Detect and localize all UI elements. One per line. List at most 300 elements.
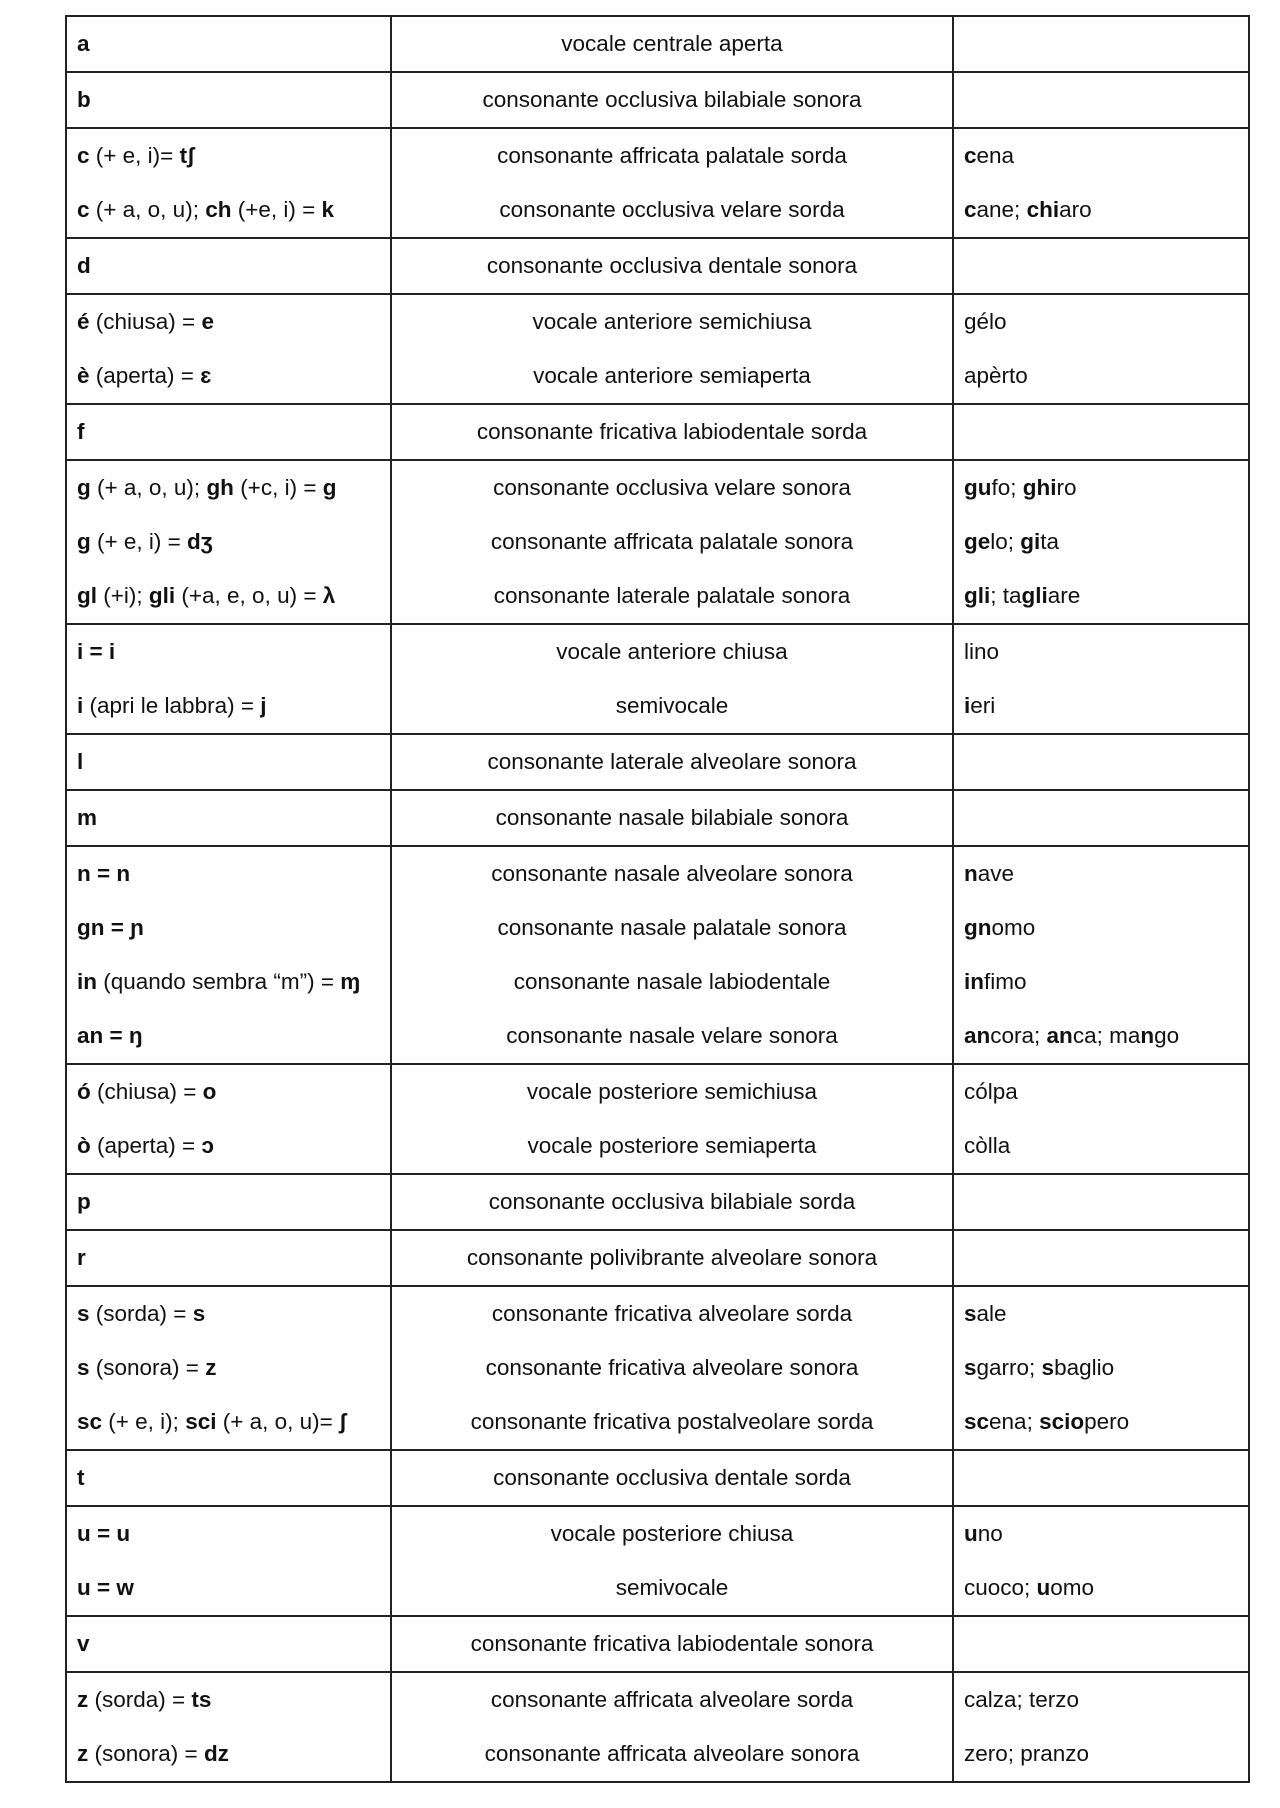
example-cell: [953, 1174, 1249, 1230]
symbol-segment: u = w: [77, 1575, 134, 1600]
symbol-segment: ɛ: [200, 363, 212, 388]
example-cell: [953, 846, 1249, 1064]
symbol-text: [67, 1341, 390, 1395]
table-row: [66, 846, 1249, 1064]
example-segment: eri: [970, 693, 996, 718]
symbol-text: [67, 73, 390, 127]
symbol-text: [67, 1065, 390, 1119]
symbol-text: [67, 901, 390, 955]
symbol-segment: ɔ: [201, 1133, 214, 1158]
symbol-segment: s: [77, 1355, 90, 1380]
description-cell: [391, 72, 953, 128]
symbol-segment: tʃ: [179, 143, 195, 168]
example-segment: ; ta: [990, 583, 1022, 608]
symbol-segment: (sorda) =: [88, 1687, 192, 1712]
symbol-segment: n = n: [77, 861, 131, 886]
description-text: consonante nasale velare sonora: [506, 1023, 838, 1048]
example-cell: [953, 404, 1249, 460]
symbol-cell: [66, 404, 391, 460]
symbol-segment: ò: [77, 1133, 91, 1158]
symbol-segment: g: [322, 475, 337, 500]
example-cell: [953, 734, 1249, 790]
description-cell: [391, 1506, 953, 1616]
description-cell: [391, 1286, 953, 1450]
symbol-text: [67, 1175, 390, 1229]
symbol-cell: [66, 460, 391, 624]
example-cell: [953, 128, 1249, 238]
description-text: consonante polivibrante alveolare sonora: [466, 1245, 878, 1270]
symbol-segment: (+e, i) =: [231, 197, 322, 222]
symbol-cell: [66, 1174, 391, 1230]
example-text: [954, 1231, 1248, 1285]
description-text: consonante fricativa alveolare sonora: [485, 1355, 859, 1380]
example-text: [954, 1065, 1248, 1119]
description-cell: [391, 16, 953, 72]
symbol-segment: (+ e, i) =: [90, 529, 188, 554]
symbol-segment: ts: [191, 1687, 212, 1712]
example-text: [954, 1119, 1248, 1173]
example-segment: an: [964, 1023, 991, 1048]
phonetic-table: [65, 15, 1250, 1783]
example-text: [954, 847, 1248, 901]
example-text: [954, 791, 1248, 845]
example-text: [954, 1561, 1248, 1615]
example-segment: ena: [976, 143, 1015, 168]
symbol-text: [67, 1507, 390, 1561]
symbol-text: [67, 129, 390, 183]
description-cell: [391, 624, 953, 734]
description-text: consonante affricata palatale sorda: [497, 143, 847, 168]
symbol-text: [67, 515, 390, 569]
symbol-segment: d: [77, 253, 91, 278]
symbol-cell: [66, 624, 391, 734]
example-segment: gélo: [964, 309, 1007, 334]
symbol-text: [67, 1673, 390, 1727]
symbol-segment: ó: [77, 1079, 91, 1104]
description-cell: [391, 1064, 953, 1174]
table-row: [66, 790, 1249, 846]
symbol-segment: (quando sembra “m”) =: [97, 969, 341, 994]
example-text: [954, 1617, 1248, 1671]
example-segment: fimo: [984, 969, 1027, 994]
description-text: consonante occlusiva bilabiale sonora: [482, 87, 862, 112]
description-text: consonante nasale bilabiale sonora: [495, 805, 849, 830]
description-cell: [391, 790, 953, 846]
description-cell: [391, 128, 953, 238]
example-text: [954, 625, 1248, 679]
symbol-cell: [66, 238, 391, 294]
symbol-text: [67, 791, 390, 845]
symbol-segment: (sonora) =: [89, 1355, 206, 1380]
symbol-segment: dz: [203, 1741, 229, 1766]
description-cell: [391, 734, 953, 790]
example-text: [954, 461, 1248, 515]
symbol-segment: i = i: [77, 639, 116, 664]
symbol-text: [67, 295, 390, 349]
example-segment: s: [964, 1355, 977, 1380]
example-text: [954, 1451, 1248, 1505]
description-text: consonante fricativa alveolare sorda: [491, 1301, 853, 1326]
example-segment: scio: [1039, 1409, 1085, 1434]
symbol-segment: s: [192, 1301, 206, 1326]
symbol-segment: ʃ: [339, 1409, 347, 1434]
symbol-segment: (+c, i) =: [233, 475, 323, 500]
example-segment: zero; pranzo: [964, 1741, 1090, 1766]
example-cell: [953, 1672, 1249, 1782]
example-segment: lo;: [990, 529, 1021, 554]
table-row: [66, 1616, 1249, 1672]
example-text: [954, 1341, 1248, 1395]
table-row: [66, 1672, 1249, 1782]
example-segment: chi: [1026, 197, 1060, 222]
example-segment: in: [964, 969, 984, 994]
description-text: consonante nasale palatale sonora: [497, 915, 847, 940]
symbol-text: [67, 847, 390, 901]
example-segment: ale: [976, 1301, 1007, 1326]
example-segment: pero: [1084, 1409, 1130, 1434]
example-text: [954, 349, 1248, 403]
description-text: vocale centrale aperta: [561, 31, 783, 56]
example-text: [954, 1395, 1248, 1449]
symbol-text: [67, 1119, 390, 1173]
example-segment: sc: [964, 1409, 990, 1434]
symbol-segment: j: [260, 693, 267, 718]
symbol-segment: (aperta) =: [89, 363, 201, 388]
example-text: [954, 183, 1248, 237]
example-segment: gn: [964, 915, 992, 940]
example-segment: s: [1041, 1355, 1055, 1380]
description-text: consonante fricativa postalveolare sorda: [470, 1409, 874, 1434]
example-segment: ta: [1040, 529, 1060, 554]
example-text: [954, 405, 1248, 459]
symbol-segment: u = u: [77, 1521, 131, 1546]
table-row: [66, 1174, 1249, 1230]
symbol-segment: gh: [206, 475, 234, 500]
table-row: [66, 404, 1249, 460]
example-segment: are: [1047, 583, 1081, 608]
table-row: [66, 294, 1249, 404]
symbol-segment: f: [77, 419, 85, 444]
example-segment: n: [1140, 1023, 1155, 1048]
symbol-segment: i: [77, 693, 84, 718]
example-text: [954, 901, 1248, 955]
symbol-cell: [66, 790, 391, 846]
example-segment: ge: [964, 529, 991, 554]
example-text: [954, 955, 1248, 1009]
example-cell: [953, 460, 1249, 624]
symbol-cell: [66, 1672, 391, 1782]
symbol-segment: é: [77, 309, 90, 334]
symbol-segment: v: [77, 1631, 90, 1656]
symbol-text: [67, 625, 390, 679]
description-text: consonante occlusiva velare sorda: [499, 197, 845, 222]
example-segment: aro: [1059, 197, 1092, 222]
example-text: [954, 1673, 1248, 1727]
symbol-text: [67, 1009, 390, 1063]
description-text: consonante nasale labiodentale: [513, 969, 831, 994]
symbol-cell: [66, 294, 391, 404]
symbol-segment: p: [77, 1189, 91, 1214]
description-cell: [391, 1174, 953, 1230]
example-cell: [953, 294, 1249, 404]
example-segment: lino: [964, 639, 1000, 664]
example-segment: apèrto: [964, 363, 1028, 388]
description-text: consonante affricata palatale sonora: [490, 529, 854, 554]
symbol-segment: a: [77, 31, 90, 56]
table-row: [66, 1064, 1249, 1174]
description-cell: [391, 1616, 953, 1672]
example-cell: [953, 790, 1249, 846]
symbol-text: [67, 349, 390, 403]
symbol-cell: [66, 1616, 391, 1672]
symbol-segment: è: [77, 363, 90, 388]
example-text: [954, 17, 1248, 71]
example-segment: go: [1154, 1023, 1180, 1048]
description-text: vocale anteriore semichiusa: [532, 309, 812, 334]
table-row: [66, 128, 1249, 238]
symbol-text: [67, 955, 390, 1009]
symbol-segment: gli: [148, 583, 176, 608]
example-segment: u: [1036, 1575, 1051, 1600]
symbol-text: [67, 405, 390, 459]
description-text: consonante fricativa labiodentale sorda: [476, 419, 868, 444]
description-text: vocale posteriore semichiusa: [526, 1079, 818, 1104]
symbol-segment: z: [77, 1741, 89, 1766]
symbol-segment: (aperta) =: [90, 1133, 202, 1158]
symbol-text: [67, 461, 390, 515]
example-text: [954, 735, 1248, 789]
description-text: consonante fricativa labiodentale sonora: [470, 1631, 874, 1656]
example-cell: [953, 1064, 1249, 1174]
symbol-text: [67, 735, 390, 789]
example-segment: fo;: [991, 475, 1023, 500]
example-segment: ca; ma: [1072, 1023, 1141, 1048]
description-text: consonante affricata alveolare sonora: [484, 1741, 860, 1766]
symbol-segment: z: [77, 1687, 89, 1712]
symbol-segment: (apri le labbra) =: [83, 693, 261, 718]
description-text: vocale anteriore semiaperta: [533, 363, 811, 388]
symbol-segment: ɱ: [340, 969, 361, 994]
example-cell: [953, 1286, 1249, 1450]
description-text: consonante occlusiva dentale sonora: [486, 253, 858, 278]
symbol-text: [67, 1231, 390, 1285]
table-row: [66, 1506, 1249, 1616]
example-text: [954, 1009, 1248, 1063]
example-text: [954, 679, 1248, 733]
symbol-text: [67, 569, 390, 623]
example-segment: cólpa: [964, 1079, 1018, 1104]
example-segment: ena;: [989, 1409, 1040, 1434]
description-text: consonante occlusiva bilabiale sorda: [488, 1189, 856, 1214]
symbol-segment: c: [77, 143, 90, 168]
symbol-segment: z: [205, 1355, 217, 1380]
example-segment: i: [964, 693, 971, 718]
symbol-cell: [66, 846, 391, 1064]
description-cell: [391, 1672, 953, 1782]
example-segment: no: [977, 1521, 1003, 1546]
example-text: [954, 295, 1248, 349]
example-text: [954, 569, 1248, 623]
description-text: vocale anteriore chiusa: [556, 639, 788, 664]
description-cell: [391, 460, 953, 624]
symbol-cell: [66, 128, 391, 238]
description-cell: [391, 846, 953, 1064]
symbol-text: [67, 239, 390, 293]
symbol-text: [67, 1561, 390, 1615]
example-segment: ro: [1056, 475, 1077, 500]
symbol-segment: dʒ: [187, 529, 213, 554]
example-segment: c: [964, 197, 977, 222]
example-segment: an: [1046, 1023, 1073, 1048]
symbol-text: [67, 1617, 390, 1671]
symbol-segment: (chiusa) =: [89, 309, 202, 334]
table-row: [66, 460, 1249, 624]
symbol-text: [67, 1395, 390, 1449]
example-cell: [953, 624, 1249, 734]
symbol-cell: [66, 72, 391, 128]
example-cell: [953, 1506, 1249, 1616]
description-text: consonante laterale alveolare sonora: [487, 749, 857, 774]
description-text: vocale posteriore chiusa: [550, 1521, 794, 1546]
symbol-text: [67, 17, 390, 71]
description-text: consonante affricata alveolare sorda: [490, 1687, 854, 1712]
table-row: [66, 1230, 1249, 1286]
description-text: semivocale: [615, 1575, 729, 1600]
example-segment: omo: [991, 915, 1036, 940]
table-row: [66, 1286, 1249, 1450]
symbol-text: [67, 183, 390, 237]
symbol-segment: r: [77, 1245, 86, 1270]
table-row: [66, 72, 1249, 128]
phonetic-table-body: [66, 16, 1249, 1782]
symbol-cell: [66, 1230, 391, 1286]
example-segment: baglio: [1054, 1355, 1115, 1380]
table-row: [66, 1450, 1249, 1506]
description-text: consonante occlusiva velare sonora: [493, 475, 851, 500]
example-cell: [953, 1230, 1249, 1286]
symbol-segment: (sorda) =: [89, 1301, 193, 1326]
example-segment: gu: [964, 475, 992, 500]
symbol-cell: [66, 1064, 391, 1174]
example-cell: [953, 238, 1249, 294]
symbol-cell: [66, 734, 391, 790]
description-cell: [391, 404, 953, 460]
example-cell: [953, 16, 1249, 72]
example-text: [954, 129, 1248, 183]
example-text: [954, 239, 1248, 293]
symbol-segment: gl: [77, 583, 97, 608]
example-segment: cora;: [990, 1023, 1047, 1048]
example-segment: còlla: [964, 1133, 1011, 1158]
example-segment: s: [964, 1301, 977, 1326]
table-row: [66, 16, 1249, 72]
example-segment: u: [964, 1521, 978, 1546]
symbol-segment: (+ e, i)=: [89, 143, 180, 168]
symbol-segment: l: [77, 749, 84, 774]
symbol-text: [67, 1451, 390, 1505]
symbol-segment: c: [77, 197, 90, 222]
example-segment: cuoco;: [964, 1575, 1037, 1600]
example-segment: omo: [1050, 1575, 1095, 1600]
symbol-segment: λ: [322, 583, 336, 608]
example-segment: n: [964, 861, 978, 886]
description-text: consonante nasale alveolare sonora: [491, 861, 853, 886]
example-text: [954, 515, 1248, 569]
example-cell: [953, 1616, 1249, 1672]
symbol-segment: (+ a, o, u)=: [216, 1409, 340, 1434]
symbol-cell: [66, 1450, 391, 1506]
description-text: vocale posteriore semiaperta: [527, 1133, 817, 1158]
symbol-segment: gn = ɲ: [77, 915, 144, 940]
symbol-text: [67, 1727, 390, 1781]
symbol-segment: (+i);: [97, 583, 149, 608]
symbol-segment: m: [77, 805, 98, 830]
symbol-segment: (+ e, i);: [102, 1409, 186, 1434]
description-cell: [391, 1230, 953, 1286]
description-cell: [391, 238, 953, 294]
symbol-segment: b: [77, 87, 91, 112]
table-row: [66, 624, 1249, 734]
symbol-segment: (sonora) =: [88, 1741, 204, 1766]
symbol-cell: [66, 1286, 391, 1450]
example-segment: ave: [977, 861, 1015, 886]
example-segment: ane;: [976, 197, 1027, 222]
symbol-segment: s: [77, 1301, 90, 1326]
symbol-segment: g: [77, 529, 91, 554]
symbol-cell: [66, 1506, 391, 1616]
example-segment: ghi: [1022, 475, 1057, 500]
symbol-text: [67, 679, 390, 733]
symbol-segment: in: [77, 969, 97, 994]
symbol-segment: t: [77, 1465, 85, 1490]
example-segment: gli: [964, 583, 991, 608]
example-cell: [953, 72, 1249, 128]
example-text: [954, 1727, 1248, 1781]
description-cell: [391, 294, 953, 404]
example-text: [954, 73, 1248, 127]
description-cell: [391, 1450, 953, 1506]
symbol-segment: e: [201, 309, 214, 334]
example-segment: c: [964, 143, 977, 168]
symbol-segment: (+a, e, o, u) =: [175, 583, 323, 608]
example-segment: gli: [1021, 583, 1048, 608]
example-text: [954, 1287, 1248, 1341]
example-segment: garro;: [976, 1355, 1042, 1380]
symbol-segment: g: [77, 475, 91, 500]
symbol-segment: sci: [185, 1409, 217, 1434]
example-text: [954, 1175, 1248, 1229]
example-text: [954, 1507, 1248, 1561]
symbol-segment: (chiusa) =: [90, 1079, 203, 1104]
symbol-segment: sc: [77, 1409, 103, 1434]
symbol-cell: [66, 16, 391, 72]
example-segment: gi: [1020, 529, 1041, 554]
symbol-segment: an = ŋ: [77, 1023, 143, 1048]
symbol-segment: ch: [205, 197, 232, 222]
table-row: [66, 238, 1249, 294]
symbol-segment: (+ a, o, u);: [90, 475, 207, 500]
symbol-segment: k: [321, 197, 335, 222]
description-text: semivocale: [615, 693, 729, 718]
example-segment: calza; terzo: [964, 1687, 1080, 1712]
symbol-text: [67, 1287, 390, 1341]
description-text: consonante occlusiva dentale sorda: [493, 1465, 851, 1490]
example-cell: [953, 1450, 1249, 1506]
symbol-segment: (+ a, o, u);: [89, 197, 206, 222]
symbol-segment: o: [202, 1079, 217, 1104]
description-text: consonante laterale palatale sonora: [493, 583, 851, 608]
table-row: [66, 734, 1249, 790]
